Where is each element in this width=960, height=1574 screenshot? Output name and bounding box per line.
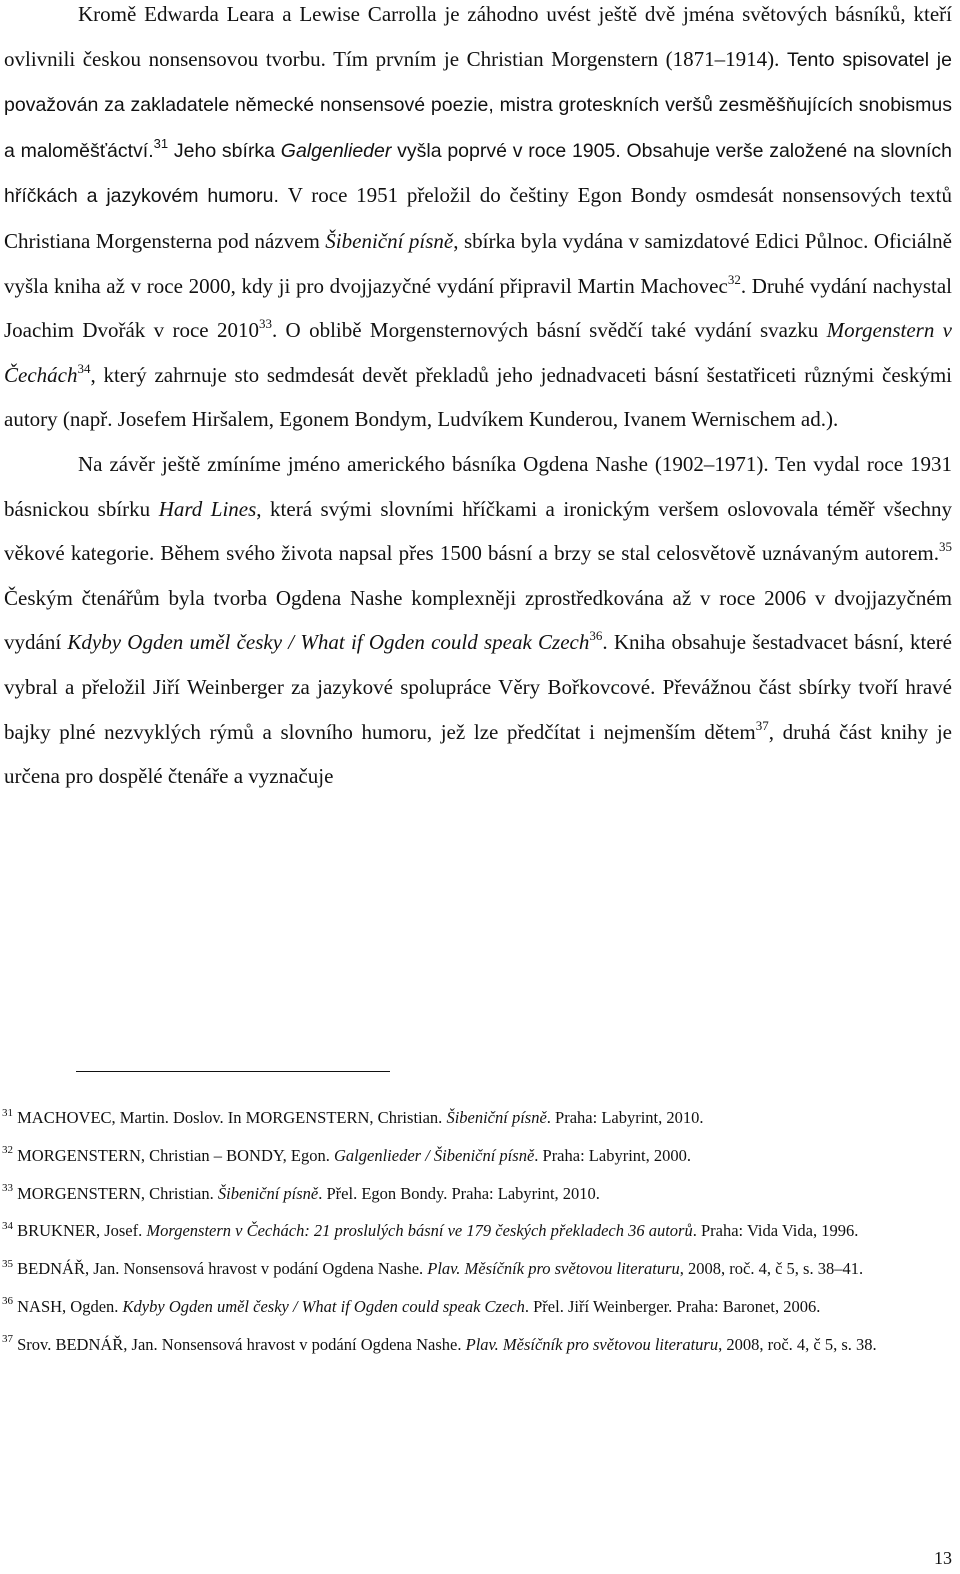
paragraph-morgenstern: Kromě Edwarda Leara a Lewise Carrolla je záhodno uvést ještě dvě jména světových básníků, kteří ovlivnili českou nonsensovou tvorbu. Tím prvním je Christian Morgenstern (1871–1914). Tento spisovatel je považován za zakladatele německé nonsensové poezie, mistra groteskních veršů zesměšňujících snobismus a maloměšťáctví.$^{31}$ Jeho sbírka Galgenlieder vyšla poprvé v roce 1905. Obsahuje verše založené na slovních hříčkách a jazykovém humoru. V roce 1951 přeložil do češtiny Egon Bondy osmdesát nonsensových textů Christiana Morgensterna pod názvem Šibeniční písně, sbírka byla vydána v samizdatové Edici Půlnoc. Oficiálně vyšla kniha až v roce 2000, kdy ji pro dvojjazyčné vydání připravil Martin Machovec$^{32}$. Druhé vydání nachystal Joachim Dvořák v roce 2010$^{33}$. O oblibě Morgensternových básní svědčí také vydání svazku Morgenstern v Čechách$^{34}$, který zahrnuje sto sedmdesát devět překladů jeho jednadvaceti básní šestatřiceti různými českými autory (např. Josefem Hiršalem, Egonem Bondym, Ludvíkem Kunderou, Ivanem Wernischem ad.). [4, 2, 953, 432]
footnote-ref-37[interactable]: 37 [755, 717, 769, 733]
footnote-37: $^{37}$ Srov. BEDNÁŘ, Jan. Nonsensová hravost v podání Ogdena Nashe. Plav. Měsíčník pro světovou literaturu, 2008, roč. 4, č 5, s. 38. [2, 1333, 877, 1354]
footnote-33: $^{33}$ MORGENSTERN, Christian. Šibeniční písně. Přel. Egon Bondy. Praha: Labyrint, 2010. [2, 1182, 600, 1203]
footnote-ref-36[interactable]: 36 [589, 628, 603, 644]
footnote-ref-31[interactable]: 31 [153, 136, 169, 152]
footnote-34: $^{34}$ BRUKNER, Josef. Morgenstern v Čechách: 21 proslulých básní ve 179 českých překladech 36 autorů. Praha: Vida Vida, 1996. [2, 1219, 859, 1241]
footnote-ref-33[interactable]: 33 [258, 316, 272, 332]
body-text [4, 0, 952, 799]
page-number: 13 [934, 1548, 952, 1568]
paragraph-nash: Na závěr ještě zmíníme jméno amerického básníka Ogdena Nashe (1902–1971). Ten vydal roce 1931 básnickou sbírku Hard Lines, která svými slovními hříčkami a ironickým veršem oslovovala téměř všechny věkové kategorie. Během svého života napsal přes 1500 básní a brzy se stal celosvětově uznávaným autorem.$^{35}$ Českým čtenářům byla tvorba Ogdena Nashe komplexněji zprostředkována až v roce 2006 v dvojjazyčném vydání Kdyby Ogden uměl česky / What if Ogden could speak Czech$^{36}$. Kniha obsahuje šestadvacet básní, které vybral a přeložil Jiří Weinberger za jazykové spolupráce Věry Bořkovcové. Převážnou část sbírky tvoří hravé bajky plné nezvyklých rýmů a slovního humoru, jež lze předčítat i nejmenším dětem$^{37}$, druhá část knihy je určena pro dospělé čtenáře a vyznačuje [4, 451, 953, 789]
footnote-36: $^{36}$ NASH, Ogden. Kdyby Ogden uměl česky / What if Ogden could speak Czech. Přel. Jiří Weinberger. Praha: Baronet, 2006. [2, 1295, 821, 1316]
footnote-ref-32[interactable]: 32 [727, 271, 741, 287]
footnotes [2, 1099, 952, 1364]
footnote-separator [76, 1071, 390, 1072]
sans-serif-text-run: Tento spisovatel je považován za zakladatele německé nonsensové poezie, mistra groteskních veršů zesměšňujících snobismus a maloměšťáctví.$^{31}$ Jeho sbírka Galgenlieder vyšla poprvé v roce 1905. Obsahuje verše založené na slovních hříčkách a jazykovém humoru. [4, 48, 953, 208]
footnote-35: $^{35}$ BEDNÁŘ, Jan. Nonsensová hravost v podání Ogdena Nashe. Plav. Měsíčník pro světovou literaturu, 2008, roč. 4, č 5, s. 38–41. [2, 1257, 864, 1279]
footnote-ref-34[interactable]: 34 [77, 360, 91, 376]
footnote-ref-35[interactable]: 35 [939, 539, 952, 555]
footnote-31: $^{31}$ MACHOVEC, Martin. Doslov. In MORGENSTERN, Christian. Šibeniční písně. Praha: Labyrint, 2010. [2, 1106, 704, 1127]
footnote-32: $^{32}$ MORGENSTERN, Christian – BONDY, Egon. Galgenlieder / Šibeniční písně. Praha: Labyrint, 2000. [2, 1144, 691, 1165]
